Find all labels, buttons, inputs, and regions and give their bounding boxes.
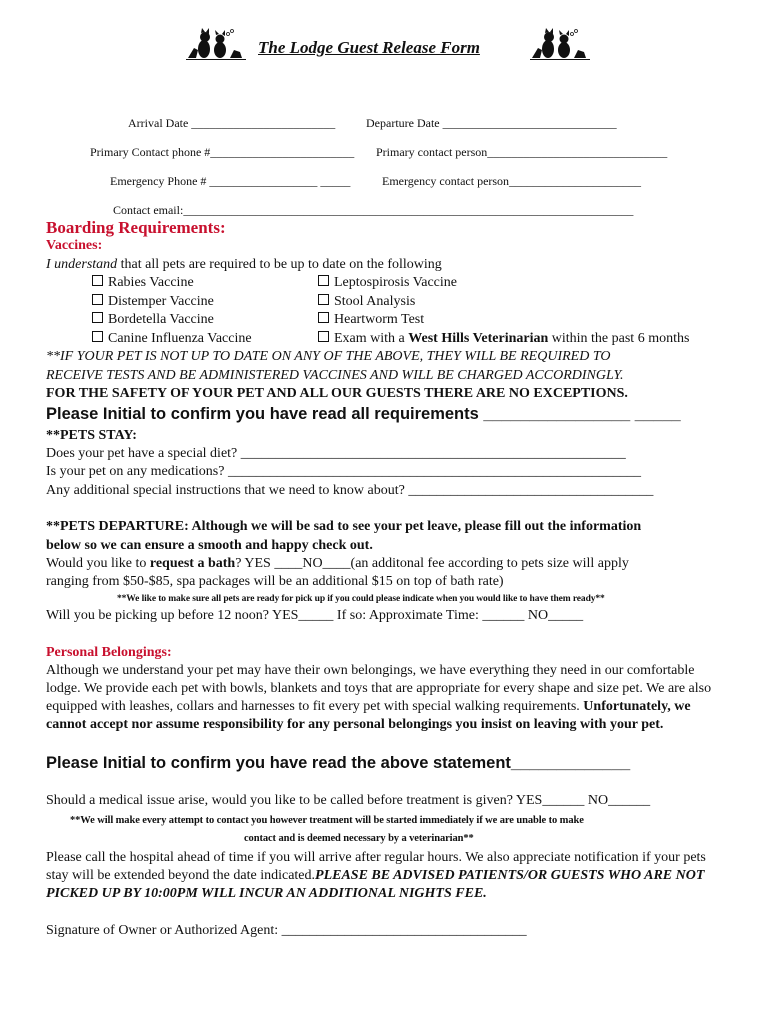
emergency-person-field[interactable]: Emergency contact person______________________ bbox=[382, 174, 642, 188]
checkbox-rabies[interactable]: Rabies Vaccine bbox=[92, 275, 194, 291]
departure-date-field[interactable]: Departure Date _____________________________ bbox=[366, 116, 617, 130]
checkbox-exam[interactable]: Exam with a West Hills Veterinarian within the past 6 months bbox=[318, 331, 689, 347]
checkbox-leptospirosis[interactable]: Leptospirosis Vaccine bbox=[318, 275, 457, 291]
vaccine-intro: I understand that all pets are required to be up to date on the following bbox=[46, 257, 442, 272]
belongings-paragraph: Although we understand your pet may have their own belongings, we have everything they need in our comfortable lodge. We provide each pet with bowls, blankets and toys that are appropriate for every shape and size pet. We are also equipped with leashes, collars and harnesses to fit every pet with special walking requirements. Unfortunately, we cannot accept nor assume responsibility for any personal belongings you insist on leaving with your pet. bbox=[46, 663, 712, 732]
checkbox-influenza[interactable]: Canine Influenza Vaccine bbox=[92, 331, 252, 347]
medical-note-line-1: **We will make every attempt to contact you however treatment will be started immediately if we are unable to make bbox=[70, 815, 584, 826]
pets-logo-icon bbox=[184, 26, 250, 60]
stay-heading: **PETS STAY: bbox=[46, 428, 137, 443]
instructions-field[interactable]: Any additional special instructions that we need to know about? ___________________________________ bbox=[46, 483, 654, 498]
emergency-phone-field[interactable]: Emergency Phone # __________________ _____ bbox=[110, 174, 351, 188]
special-diet-field[interactable]: Does your pet have a special diet? _______________________________________________________ bbox=[46, 446, 626, 461]
checkbox-bordetella[interactable]: Bordetella Vaccine bbox=[92, 312, 214, 328]
checkbox-icon[interactable] bbox=[318, 294, 329, 305]
checkbox-icon[interactable] bbox=[318, 312, 329, 323]
arrival-date-field[interactable]: Arrival Date ________________________ bbox=[128, 116, 336, 130]
checkbox-stool-analysis[interactable]: Stool Analysis bbox=[318, 294, 415, 310]
primary-phone-field[interactable]: Primary Contact phone #________________________ bbox=[90, 145, 355, 159]
departure-heading-line-2: below so we can ensure a smooth and happy check out. bbox=[46, 538, 373, 553]
warning-line-2: RECEIVE TESTS AND BE ADMINISTERED VACCINES AND WILL BE CHARGED ACCORDINGLY. bbox=[46, 368, 624, 383]
checkbox-icon[interactable] bbox=[92, 312, 103, 323]
checkbox-icon[interactable] bbox=[92, 331, 103, 342]
checkbox-icon[interactable] bbox=[92, 275, 103, 286]
hours-paragraph: Please call the hospital ahead of time if you will arrive after regular hours. We also appreciate notification if your pets stay will be extended beyond the date indicated.PLEASE BE ADVISED PATIENTS/OR GUESTS WHO ARE NOT PICKED UP BY 10:00PM WILL INCUR AN ADDITIONAL NIGHTS FEE. bbox=[46, 850, 706, 901]
medical-call-field[interactable]: Should a medical issue arise, would you like to be called before treatment is given? YES______ NO______ bbox=[46, 793, 651, 808]
requirements-initial-field[interactable]: Please Initial to confirm you have read all requirements ________________ _____ bbox=[46, 405, 681, 423]
pets-logo-icon bbox=[528, 26, 594, 60]
checkbox-distemper[interactable]: Distemper Vaccine bbox=[92, 294, 214, 310]
bath-fee-note: ranging from $50-$85, spa packages will be an additional $15 on top of bath rate) bbox=[46, 574, 504, 589]
checkbox-icon[interactable] bbox=[92, 294, 103, 305]
contact-email-field[interactable]: Contact email:___________________________________________________________________________ bbox=[113, 203, 634, 217]
medications-field[interactable]: Is your pet on any medications? ___________________________________________________________ bbox=[46, 464, 641, 479]
ready-time-note: **We like to make sure all pets are ready for pick up if you could please indicate when you would like to have them ready** bbox=[117, 594, 605, 604]
primary-person-field[interactable]: Primary contact person______________________________ bbox=[376, 145, 668, 159]
boarding-heading: Boarding Requirements: bbox=[46, 218, 226, 237]
pickup-field[interactable]: Will you be picking up before 12 noon? YES_____ If so: Approximate Time: ______ NO_____ bbox=[46, 608, 584, 623]
vaccines-label: Vaccines: bbox=[46, 238, 103, 253]
checkbox-icon[interactable] bbox=[318, 331, 329, 342]
checkbox-heartworm[interactable]: Heartworm Test bbox=[318, 312, 424, 328]
signature-field[interactable]: Signature of Owner or Authorized Agent: ___________________________________ bbox=[46, 923, 527, 938]
safety-notice: FOR THE SAFETY OF YOUR PET AND ALL OUR GUESTS THERE ARE NO EXCEPTIONS. bbox=[46, 386, 628, 401]
form-title: The Lodge Guest Release Form bbox=[258, 38, 480, 57]
belongings-heading: Personal Belongings: bbox=[46, 645, 172, 660]
medical-note-line-2: contact and is deemed necessary by a veterinarian** bbox=[244, 833, 474, 844]
departure-heading: **PETS DEPARTURE: Although we will be sad to see your pet leave, please fill out the information bbox=[46, 519, 642, 534]
bath-request-field[interactable]: Would you like to request a bath? YES ____NO____(an additonal fee according to pets size will apply bbox=[46, 556, 629, 571]
checkbox-icon[interactable] bbox=[318, 275, 329, 286]
statement-initial-field[interactable]: Please Initial to confirm you have read the above statement_____________ bbox=[46, 754, 631, 772]
warning-line-1: **IF YOUR PET IS NOT UP TO DATE ON ANY OF THE ABOVE, THEY WILL BE REQUIRED TO bbox=[46, 349, 611, 364]
